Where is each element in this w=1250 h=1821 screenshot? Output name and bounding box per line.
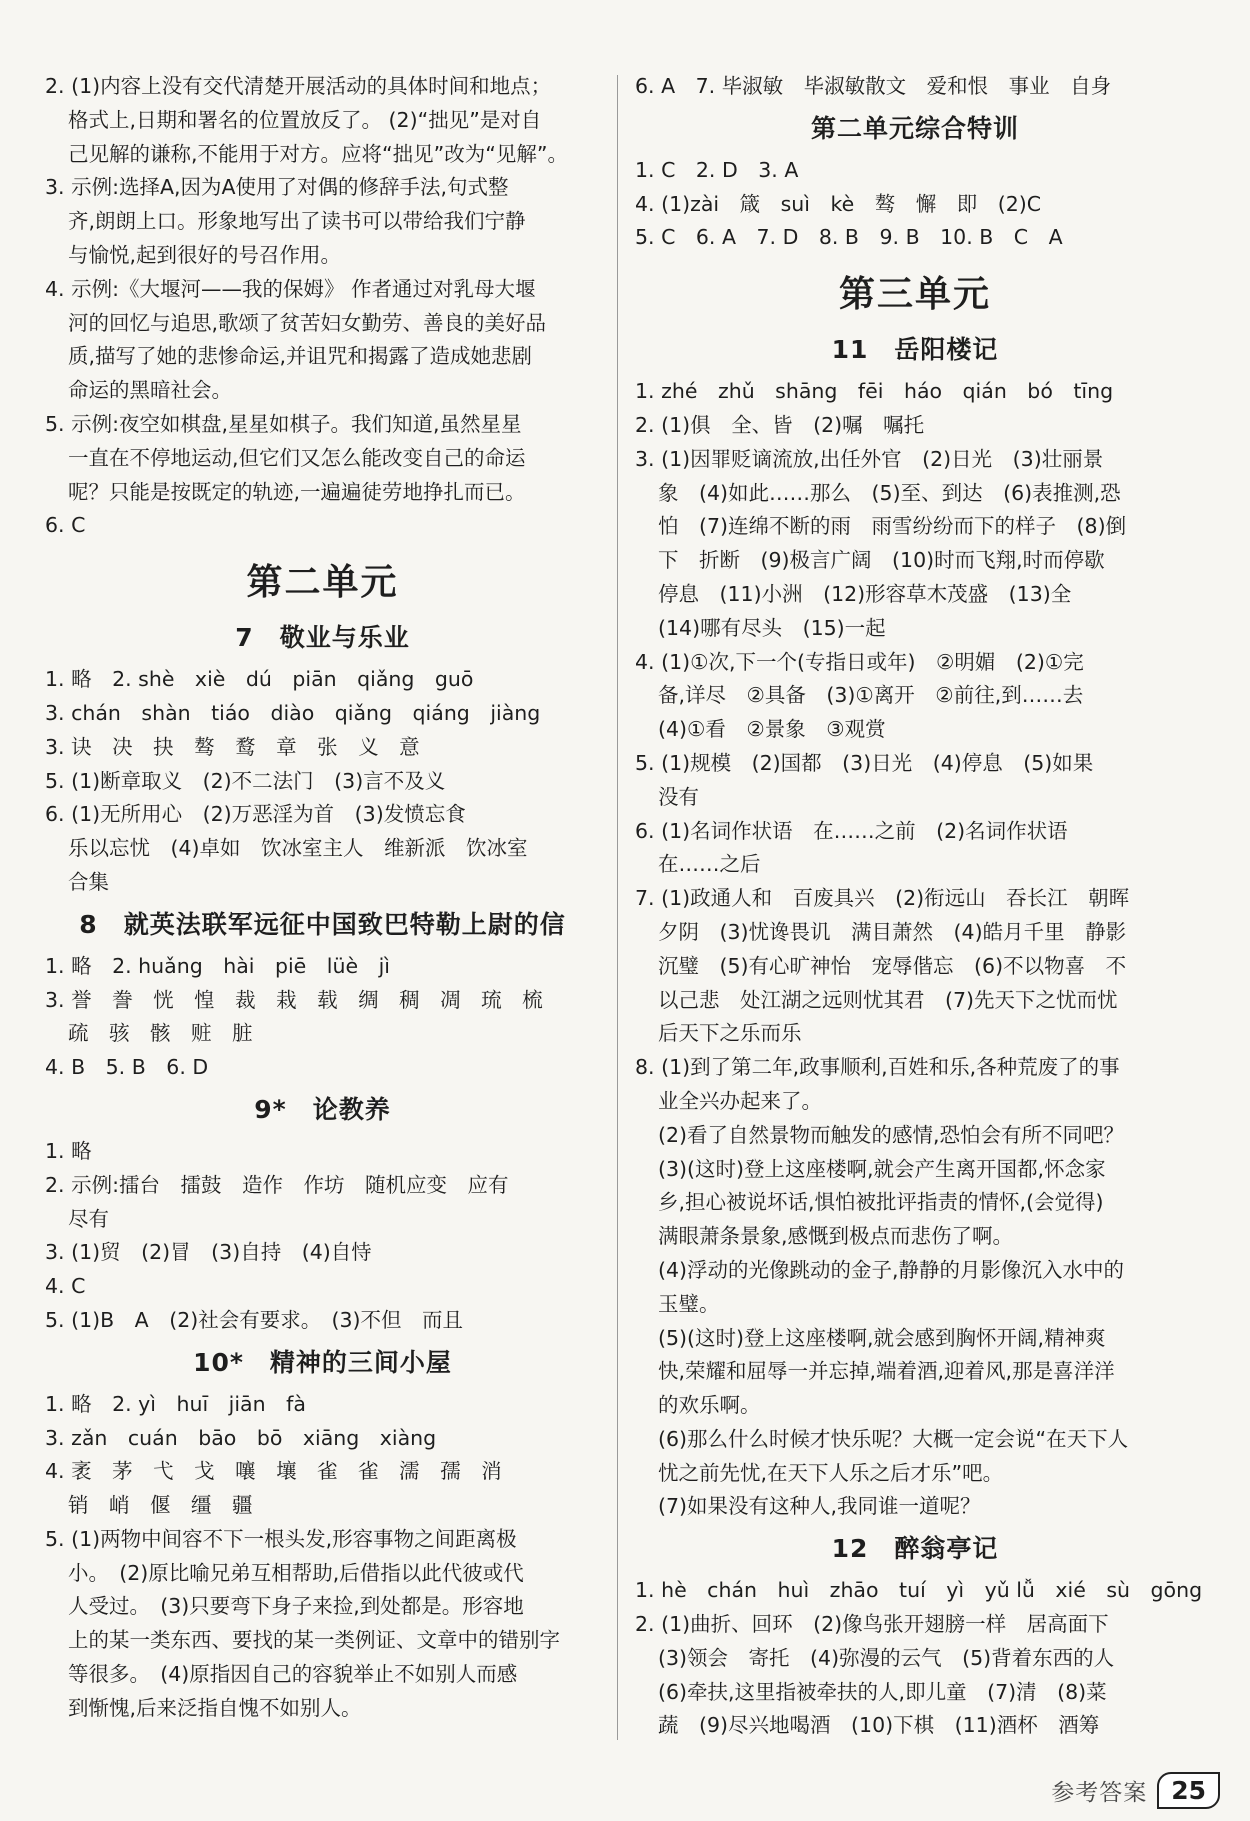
answer-continuation: 上的某一类东西、要找的某一类例证、文章中的错别字 <box>68 1628 560 1653</box>
answer-continuation: 蔬 (9)尽兴地喝酒 (10)下棋 (11)酒杯 酒筹 <box>658 1713 1100 1738</box>
answer-line: 3. (1)贸 (2)冒 (3)自持 (4)自恃 <box>45 1240 372 1265</box>
answer-continuation: 业全兴办起来了。 <box>658 1088 822 1113</box>
answer-line: 5. (1)B A (2)社会有要求。 (3)不但 而且 <box>45 1307 464 1332</box>
answer-continuation: (3)(这时)登上这座楼啊,就会产生离开国都,怀念家 <box>658 1156 1106 1181</box>
answer-line: 2. 示例:擂台 擂鼓 造作 作坊 随机应变 应有 <box>45 1172 509 1197</box>
answer-continuation: (4)①看 ②景象 ③观赏 <box>658 717 886 742</box>
lesson-heading: 9* 论教养 <box>254 1094 391 1124</box>
lesson-heading: 10* 精神的三间小屋 <box>193 1347 452 1377</box>
answer-continuation: 一直在不停地运动,但它们又怎么能改变自己的命运 <box>68 445 526 470</box>
answer-continuation: 夕阴 (3)忧谗畏讥 满目萧然 (4)皓月千里 静影 <box>658 919 1127 944</box>
answer-continuation: (14)哪有尽头 (15)一起 <box>658 615 886 640</box>
answer-line: 3. 示例:选择A,因为A使用了对偶的修辞手法,句式整 <box>45 175 509 200</box>
answer-line: 3. chán shàn tiáo diào qiǎng qiáng jiàng <box>45 700 541 725</box>
answer-continuation: (4)浮动的光像跳动的金子,静静的月影像沉入水中的 <box>658 1257 1125 1282</box>
column-divider <box>617 75 618 1740</box>
answer-line: 8. (1)到了第二年,政事顺利,百姓和乐,各种荒废了的事 <box>635 1055 1120 1080</box>
answer-continuation: (2)看了自然景物而触发的感情,恐怕会有所不同吧？ <box>658 1122 1125 1147</box>
answer-continuation: 象 (4)如此……那么 (5)至、到达 (6)表推测,恐 <box>658 480 1121 505</box>
answer-continuation: (6)那么什么时候才快乐呢？大概一定会说“在天下人 <box>658 1426 1129 1451</box>
answer-line: 1. C 2. D 3. A <box>635 157 799 182</box>
answer-continuation: 下 折断 (9)极言广阔 (10)时而飞翔,时而停歇 <box>658 548 1105 573</box>
answer-continuation: 河的回忆与追思,歌颂了贫苦妇女勤劳、善良的美好品 <box>68 310 547 335</box>
answer-line: 5. C 6. A 7. D 8. B 9. B 10. B C A <box>635 225 1063 250</box>
lesson-heading: 8 就英法联军远征中国致巴特勒上尉的信 <box>79 909 566 939</box>
answer-continuation: (7)如果没有这种人,我同谁一道呢？ <box>658 1494 981 1519</box>
answer-continuation: 格式上,日期和署名的位置放反了。 (2)“拙见”是对自 <box>68 107 542 132</box>
answer-line: 4. B 5. B 6. D <box>45 1055 209 1080</box>
page-number: 25 <box>1157 1772 1220 1809</box>
answer-continuation: 销 峭 偃 缰 疆 <box>68 1493 253 1518</box>
answer-continuation: 小。 (2)原比喻兄弟互相帮助,后借指以此代彼或代 <box>68 1560 524 1585</box>
answer-line: 5. (1)两物中间容不下一根头发,形容事物之间距离极 <box>45 1526 517 1551</box>
answer-continuation: 以己悲 处江湖之远则忧其君 (7)先天下之忧而忧 <box>658 987 1118 1012</box>
footer-label: 参考答案 <box>1051 1780 1148 1806</box>
answer-line: 6. (1)名词作状语 在……之前 (2)名词作状语 <box>635 818 1068 843</box>
answer-line: 3. zǎn cuán bāo bō xiāng xiàng <box>45 1425 437 1450</box>
answer-line: 1. 略 <box>45 1138 92 1163</box>
answer-continuation: 到惭愧,后来泛指自愧不如别人。 <box>68 1695 362 1720</box>
lesson-heading: 第二单元综合特训 <box>810 113 1019 143</box>
answer-continuation: 备,详尽 ②具备 (3)①离开 ②前往,到……去 <box>658 683 1084 708</box>
answer-line: 6. (1)无所用心 (2)万恶淫为首 (3)发愤忘食 <box>45 802 466 827</box>
answer-continuation: 没有 <box>658 784 699 809</box>
answer-continuation: 停息 (11)小洲 (12)形容草木茂盛 (13)全 <box>658 581 1072 606</box>
answer-continuation: 沉璧 (5)有心旷神怡 宠辱偕忘 (6)不以物喜 不 <box>658 953 1127 978</box>
answer-line: 3. (1)因罪贬谪流放,出任外官 (2)日光 (3)壮丽景 <box>635 446 1104 471</box>
answer-continuation: 等很多。 (4)原指因自己的容貌举止不如别人而感 <box>68 1662 518 1687</box>
answer-line: 4. 示例:《大堰河——我的保姆》 作者通过对乳母大堰 <box>45 276 536 301</box>
answer-continuation: 命运的黑暗社会。 <box>68 378 232 403</box>
answer-line: 2. (1)俱 全、皆 (2)嘱 嘱托 <box>635 412 925 437</box>
answer-line: 5. (1)规模 (2)国都 (3)日光 (4)停息 (5)如果 <box>635 750 1094 775</box>
answer-line: 4. C <box>45 1274 86 1299</box>
answer-line: 1. hè chán huì zhāo tuí yì yǔ lǚ xié sù gōng <box>635 1578 1203 1603</box>
answer-line: 4. 袤 茅 弋 戈 嚷 壤 雀 雀 濡 孺 消 <box>45 1459 502 1484</box>
answer-line: 4. (1)①次,下一个(专指日或年) ②明媚 (2)①完 <box>635 649 1084 674</box>
answer-line: 5. 示例:夜空如棋盘,星星如棋子。我们知道,虽然星星 <box>45 411 522 436</box>
answer-continuation: 的欢乐啊。 <box>658 1393 761 1418</box>
answer-continuation: 呢？只能是按既定的轨迹,一遍遍徒劳地挣扎而已。 <box>68 479 526 504</box>
answer-line: 4. (1)zài 箴 suì kè 骜 懈 即 (2)C <box>635 191 1042 216</box>
answer-line: 6. A 7. 毕淑敏 毕淑敏散文 爱和恨 事业 自身 <box>635 74 1112 98</box>
answer-line: 1. 略 2. huǎng hài piē lüè jì <box>45 953 390 978</box>
answer-continuation: 乡,担心被说坏话,惧怕被批评指责的情怀,(会觉得) <box>658 1190 1104 1215</box>
right-column <box>635 70 1203 1743</box>
answer-continuation: 齐,朗朗上口。形象地写出了读书可以带给我们宁静 <box>68 209 526 234</box>
answer-continuation: 怕 (7)连绵不断的雨 雨雪纷纷而下的样子 (8)倒 <box>658 514 1127 539</box>
left-column <box>45 70 600 1726</box>
answer-line: 6. C <box>45 513 86 538</box>
page-footer <box>1051 1772 1220 1809</box>
answer-continuation: 人受过。 (3)只要弯下身子来捡,到处都是。形容地 <box>68 1594 524 1619</box>
answer-continuation: (3)领会 寄托 (4)弥漫的云气 (5)背着东西的人 <box>658 1645 1115 1670</box>
answer-continuation: (6)牵扶,这里指被牵扶的人,即儿童 (7)清 (8)菜 <box>658 1679 1107 1704</box>
answer-line: 2. (1)内容上没有交代清楚开展活动的具体时间和地点； <box>45 74 552 98</box>
lesson-heading: 12 醉翁亭记 <box>831 1534 999 1564</box>
unit-heading: 第二单元 <box>246 562 399 604</box>
answer-continuation: 合集 <box>68 869 109 894</box>
unit-heading: 第三单元 <box>838 274 991 316</box>
answer-continuation: 乐以忘忧 (4)卓如 饮冰室主人 维新派 饮冰室 <box>68 836 528 861</box>
answer-continuation: 后天下之乐而乐 <box>658 1021 802 1046</box>
answer-continuation: (5)(这时)登上这座楼啊,就会感到胸怀开阔,精神爽 <box>658 1325 1106 1350</box>
answer-line: 3. 诀 决 抉 骜 鹜 章 张 义 意 <box>45 734 420 759</box>
answer-continuation: 与愉悦,起到很好的号召作用。 <box>68 242 342 267</box>
answer-continuation: 快,荣耀和屈辱一并忘掉,端着酒,迎着风,那是喜洋洋 <box>658 1359 1115 1384</box>
answer-continuation: 尽有 <box>68 1206 109 1231</box>
answer-line: 7. (1)政通人和 百废具兴 (2)衔远山 吞长江 朝晖 <box>635 886 1130 911</box>
answer-continuation: 己见解的谦称,不能用于对方。应将“拙见”改为“见解”。 <box>68 141 568 166</box>
answer-line: 1. zhé zhǔ shāng fēi háo qián bó tīng <box>635 379 1114 404</box>
answer-line: 3. 誉 誊 恍 惶 裁 栽 载 绸 稠 凋 琉 梳 <box>45 987 543 1012</box>
answer-continuation: 疏 骇 骸 赃 脏 <box>68 1021 253 1046</box>
answer-continuation: 忧之前先忧,在天下人乐之后才乐”吧。 <box>658 1460 1004 1485</box>
answer-continuation: 质,描写了她的悲惨命运,并诅咒和揭露了造成她悲剧 <box>68 344 533 369</box>
answer-line: 5. (1)断章取义 (2)不二法门 (3)言不及义 <box>45 768 446 793</box>
answer-continuation: 玉璧。 <box>658 1291 720 1316</box>
lesson-heading: 11 岳阳楼记 <box>831 335 999 365</box>
answer-continuation: 满眼萧条景象,感慨到极点而悲伤了啊。 <box>658 1224 1014 1249</box>
answer-line: 1. 略 2. shè xiè dú piān qiǎng guō <box>45 667 474 692</box>
answer-line: 2. (1)曲折、回环 (2)像鸟张开翅膀一样 居高面下 <box>635 1612 1109 1637</box>
answer-continuation: 在……之后 <box>658 852 761 877</box>
answer-line: 1. 略 2. yì huī jiān fà <box>45 1391 306 1416</box>
lesson-heading: 7 敬业与乐业 <box>235 623 410 653</box>
